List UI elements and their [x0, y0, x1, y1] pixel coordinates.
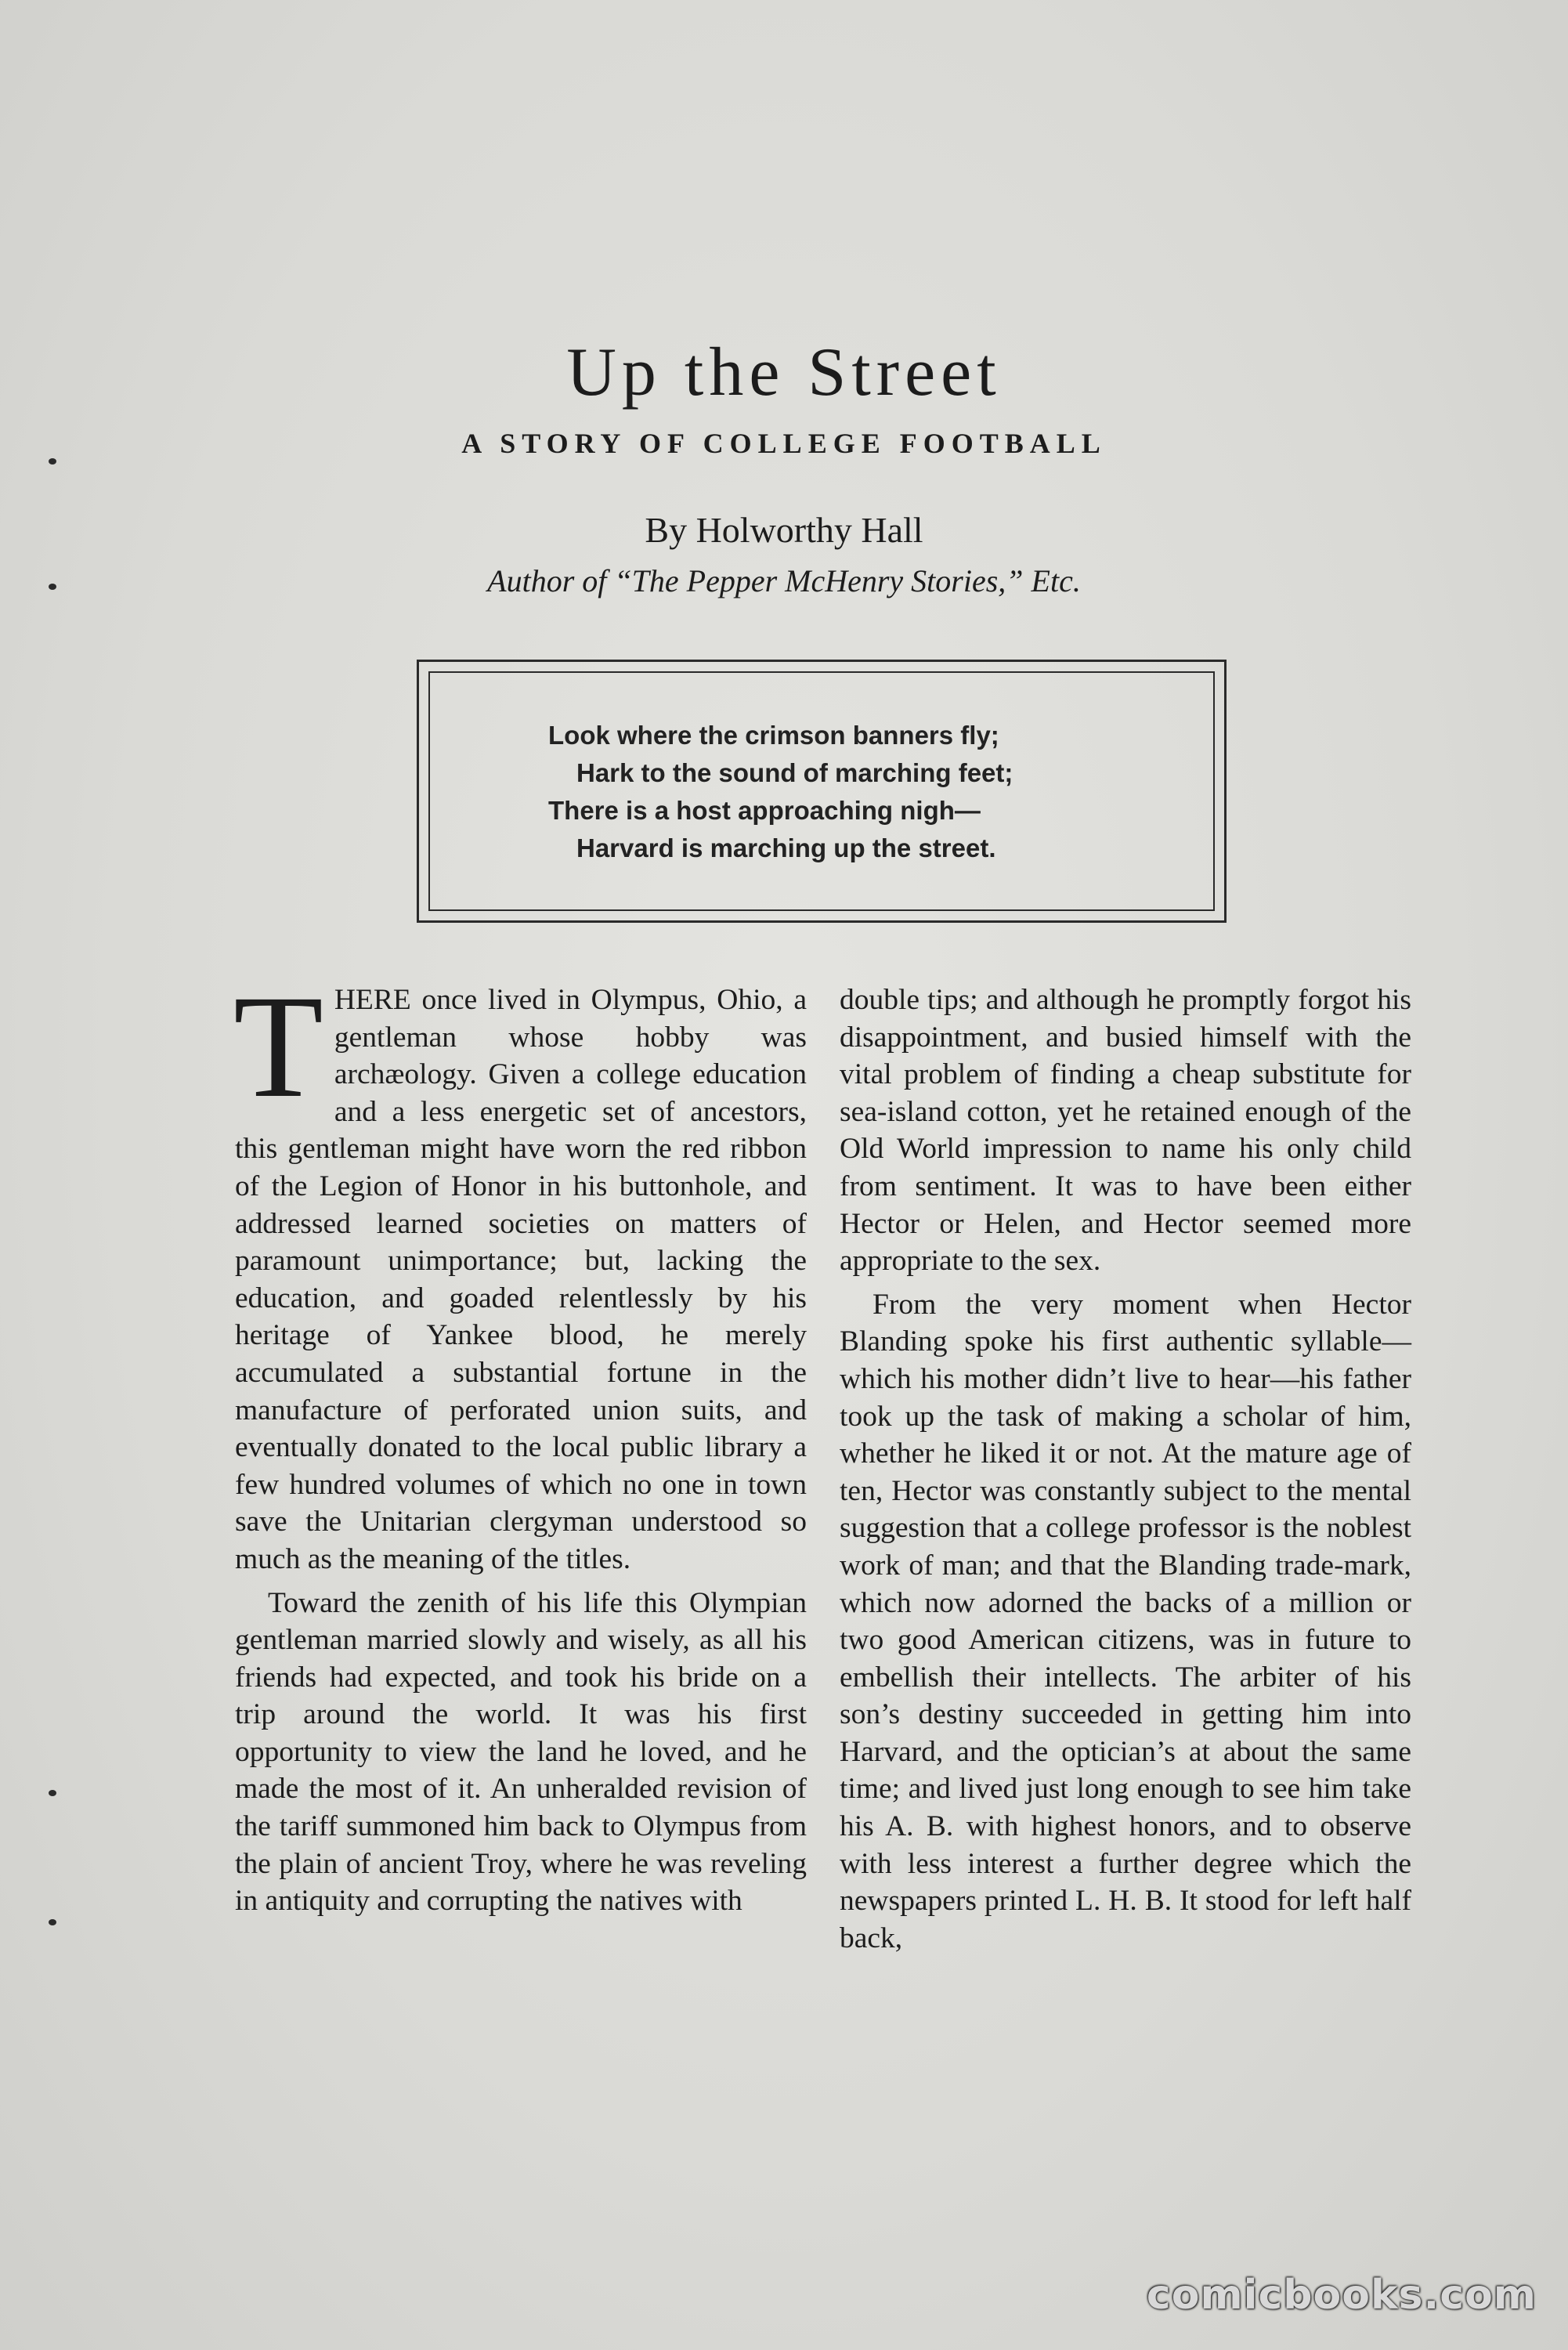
binding-hole-mark	[49, 1919, 56, 1925]
text-column-left	[233, 964, 807, 1920]
drop-cap: T	[233, 964, 323, 1128]
binding-hole-mark	[49, 458, 56, 465]
body-paragraph: double tips; and although he promptly forgot his disappointment, and busied himself with the vital problem of finding a cheap substitute for sea-island cotton, yet he retained enough of the Old World impression to name his only child from sentiment. It was to have been either Hector or Helen, and Hector seemed more appropriate to the sex.	[840, 984, 1411, 1278]
byline: By Holworthy Hall	[645, 510, 923, 550]
author-credit: Author of “The Pepper McHenry Stories,” Etc.	[487, 563, 1081, 598]
binding-hole-mark	[49, 1790, 56, 1796]
poem-line: Look where the crimson banners fly;	[548, 721, 999, 750]
body-paragraph	[233, 964, 807, 1578]
text-column-right	[840, 982, 1411, 1957]
story-subtitle: A STORY OF COLLEGE FOOTBALL	[461, 428, 1107, 459]
watermark: comicbooks.com	[1146, 2272, 1537, 2319]
binding-hole-mark	[49, 584, 56, 590]
story-title: Up the Street	[566, 334, 1002, 410]
epigraph-poem	[548, 717, 1013, 867]
poem-line: Hark to the sound of marching feet;	[576, 758, 1013, 787]
body-paragraph: Toward the zenith of his life this Olympian gentleman married slowly and wisely, as all his friends had expected, and took his bride on a trip around the world. It was his first opportunity to view the land he loved, and he made the most of it. An unheralded revision of the tariff summoned him back to Olympus from the plain of ancient Troy, where he was reveling in antiquity and corrupting the natives with	[235, 1586, 807, 1918]
body-paragraph: From the very moment when Hector Blanding spoke his first authentic syllable—which his mother didn’t live to hear—his father took up the task of making a scholar of him, whether he liked it or not. At the mature age of ten, Hector was constantly subject to the mental suggestion that a college professor is the noblest work of man; and that the Blanding trade-mark, which now adorned the backs of a million or two good American citizens, was in future to embellish their intellects. The arbiter of his son’s destiny succeeded in getting him into Harvard, and the optician’s at about the same time; and lived just long enough to see him take his A. B. with highest honors, and to observe with less interest a further degree which the newspapers printed L. H. B. It stood for left half back,	[840, 1288, 1411, 1954]
paragraph-text: HERE once lived in Olympus, Ohio, a gentleman whose hobby was archæology. Given a college education and a less energetic set of ancestors, this gentleman might have worn the red ribbon of the Legion of Honor in his buttonhole, and addressed learned societies on matters of paramount unimportance; but, lacking the education, and goaded relentlessly by his heritage of Yankee blood, he merely accumulated a substantial fortune in the manufacture of perforated union suits, and eventually donated to the local public library a few hundred volumes of which no one in town save the Unitarian clergyman understood so much as the meaning of the titles.	[235, 984, 807, 1575]
poem-line: There is a host approaching nigh—	[548, 796, 981, 825]
poem-line: Harvard is marching up the street.	[576, 833, 996, 862]
